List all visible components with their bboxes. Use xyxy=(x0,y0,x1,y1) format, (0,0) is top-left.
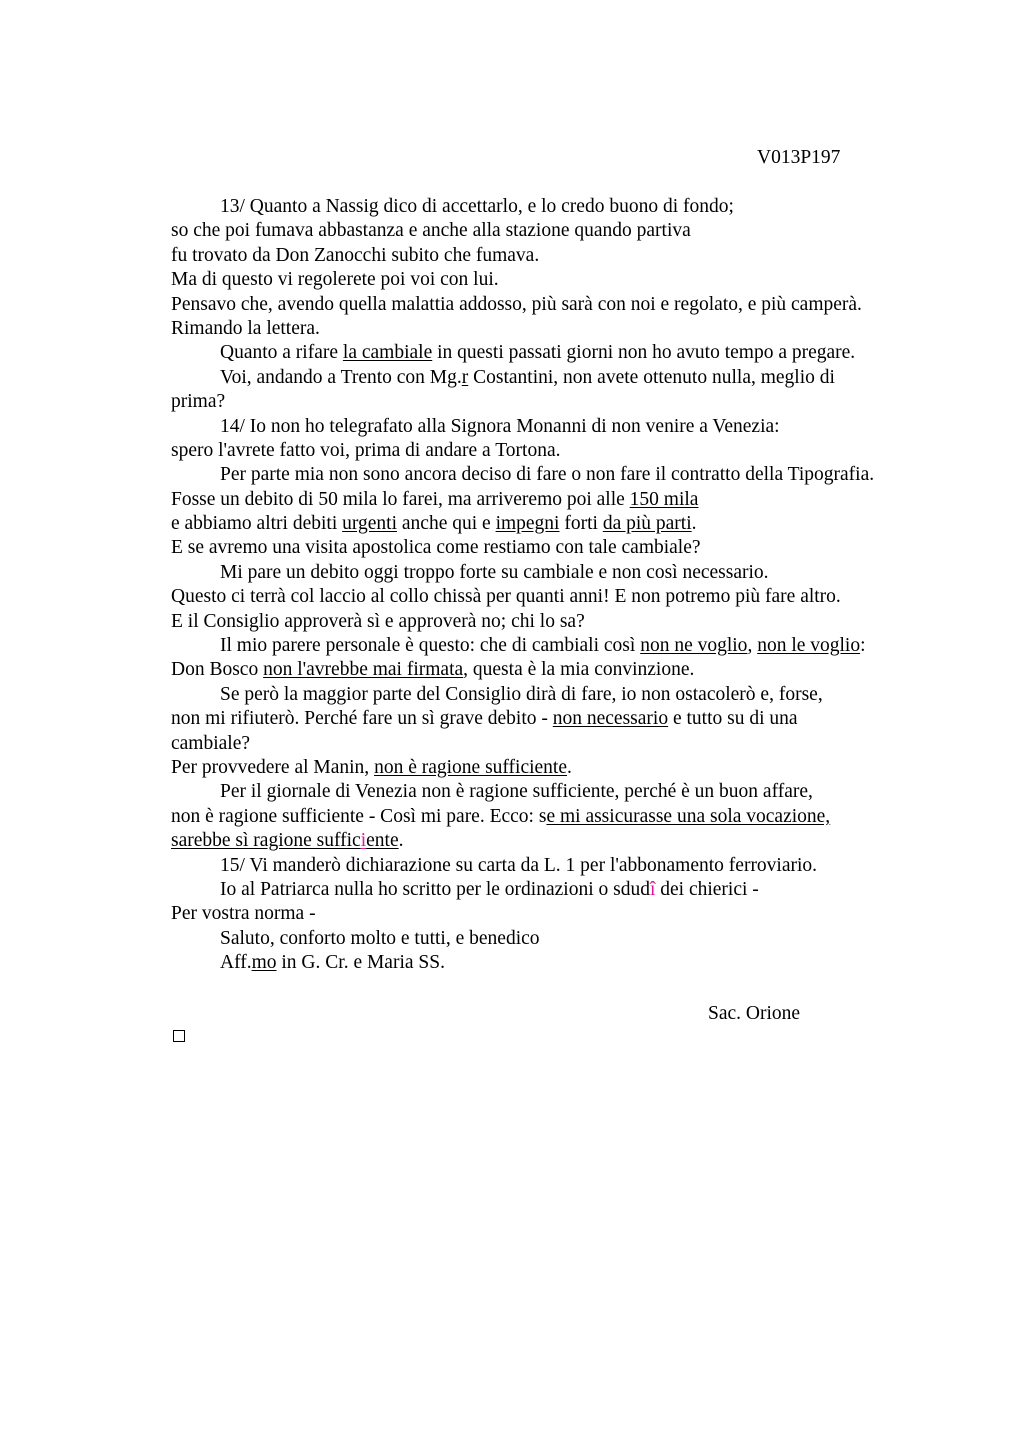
text-line xyxy=(171,317,931,341)
text-segment: E il Consiglio approverà sì e approverà no; chi lo sa? xyxy=(171,610,585,632)
text-segment: , xyxy=(747,635,758,657)
underlined-text: sarebbe sì ragione suffic xyxy=(171,830,361,852)
text-segment: Questo ci terrà col laccio al collo chissà per quanti anni! E non potremo più fare altro. xyxy=(171,586,841,608)
underlined-text: mo xyxy=(251,952,277,974)
text-segment: Per parte mia non sono ancora deciso di fare o non fare il contratto della Tipografia. xyxy=(220,464,875,486)
text-line xyxy=(171,927,931,951)
underlined-text: da più parti xyxy=(602,513,692,535)
text-segment: forti xyxy=(559,513,603,535)
text-segment: dei chierici - xyxy=(655,878,759,900)
text-line xyxy=(171,536,931,560)
text-line xyxy=(171,902,931,926)
text-line xyxy=(171,707,931,731)
text-segment: in G. Cr. e Maria SS. xyxy=(276,952,445,974)
text-line xyxy=(171,415,931,439)
text-segment: Saluto, conforto molto e tutti, e benedico xyxy=(220,927,540,949)
underlined-text: ente xyxy=(366,830,399,852)
underlined-text: la cambiale xyxy=(342,342,433,364)
text-segment: 14/ Io non ho telegrafato alla Signora Monanni di non venire a Venezia: xyxy=(220,415,780,437)
text-segment: Costantini, non avete ottenuto nulla, meglio di xyxy=(468,366,835,388)
text-segment: Per vostra norma - xyxy=(171,903,316,925)
underlined-text: r xyxy=(461,366,469,388)
underlined-text: non l'avrebbe mai firmata xyxy=(263,659,464,681)
text-segment: 15/ Vi manderò dichiarazione su carta da L. 1 per l'abbonamento ferroviario. xyxy=(220,854,818,876)
text-line xyxy=(171,488,931,512)
text-line xyxy=(171,244,931,268)
text-segment: : xyxy=(860,635,866,657)
text-segment: Rimando la lettera. xyxy=(171,317,320,339)
text-segment: spero l'avrete fatto voi, prima di andare a Tortona. xyxy=(171,439,561,461)
text-line xyxy=(171,561,931,585)
underlined-text: e mi assicurasse una sola vocazione, xyxy=(546,805,831,827)
text-line xyxy=(171,854,931,878)
text-segment: non mi rifiuterò. Perché fare un sì grave debito - xyxy=(171,708,553,730)
text-segment: so che poi fumava abbastanza e anche alla stazione quando partiva xyxy=(171,220,691,242)
text-line xyxy=(171,463,931,487)
text-segment: Per il giornale di Venezia non è ragione sufficiente, perché è un buon affare, xyxy=(220,781,813,803)
text-segment: . xyxy=(691,513,697,535)
text-line xyxy=(171,439,931,463)
text-segment: 13/ Quanto a Nassig dico di accettarlo, e lo credo buono di fondo; xyxy=(220,196,734,217)
text-segment: in questi passati giorni non ho avuto tempo a pregare. xyxy=(432,342,856,364)
text-segment: Don Bosco xyxy=(171,659,264,681)
text-line xyxy=(171,268,931,292)
text-segment: , questa è la mia convinzione. xyxy=(463,659,695,681)
text-segment: Il mio parere personale è questo: che di cambiali così xyxy=(220,635,641,657)
underlined-text: non ne voglio xyxy=(640,635,748,657)
text-segment: e abbiamo altri debiti xyxy=(171,513,343,535)
text-line xyxy=(171,829,931,853)
text-line xyxy=(171,195,931,219)
text-line xyxy=(171,756,931,780)
letter-body xyxy=(171,195,931,976)
underlined-text: non è ragione sufficiente xyxy=(374,756,568,778)
underlined-text: urgenti xyxy=(342,513,398,535)
end-marker-box xyxy=(173,1030,185,1042)
text-segment: Aff. xyxy=(220,952,252,974)
text-line xyxy=(171,610,931,634)
text-segment: anche qui e xyxy=(397,513,496,535)
text-line xyxy=(171,341,931,365)
text-segment: Per provvedere al Manin, xyxy=(171,756,375,778)
text-line xyxy=(171,878,931,902)
text-line xyxy=(171,219,931,243)
text-line xyxy=(171,634,931,658)
underlined-text: 150 mila xyxy=(629,488,699,510)
text-segment: E se avremo una visita apostolica come restiamo con tale cambiale? xyxy=(171,537,701,559)
page-id: V013P197 xyxy=(757,147,841,168)
text-line xyxy=(171,390,931,414)
text-line xyxy=(171,585,931,609)
text-segment: . xyxy=(567,756,572,778)
signature: Sac. Orione xyxy=(708,1003,801,1024)
text-segment: Fosse un debito di 50 mila lo farei, ma arriveremo poi alle xyxy=(171,488,630,510)
text-segment: Se però la maggior parte del Consiglio dirà di fare, io non ostacolerò e, forse, xyxy=(220,683,823,705)
text-segment: Pensavo che, avendo quella malattia addosso, più sarà con noi e regolato, e più camperà. xyxy=(171,293,862,315)
text-line xyxy=(171,951,931,975)
text-segment: Io al Patriarca nulla ho scritto per le ordinazioni o sdud xyxy=(220,878,650,900)
text-segment: Voi, andando a Trento con Mg. xyxy=(220,366,462,388)
underlined-text: non necessario xyxy=(552,708,669,730)
text-segment: . xyxy=(398,830,404,852)
text-line xyxy=(171,512,931,536)
text-segment: fu trovato da Don Zanocchi subito che fumava. xyxy=(171,244,540,266)
text-segment: cambiale? xyxy=(171,732,251,754)
text-line xyxy=(171,366,931,390)
text-segment: prima? xyxy=(171,391,226,413)
text-segment: Ma di questo vi regolerete poi voi con lui. xyxy=(171,269,499,291)
text-segment: non è ragione sufficiente - Così mi pare. Ecco: s xyxy=(171,805,547,827)
text-segment: e tutto su di una xyxy=(668,708,798,730)
underlined-text: impegni xyxy=(495,513,560,535)
text-segment: Quanto a rifare xyxy=(220,342,343,364)
underlined-text: non le voglio xyxy=(757,635,861,657)
text-line xyxy=(171,780,931,804)
text-line xyxy=(171,683,931,707)
text-line xyxy=(171,805,931,829)
text-line xyxy=(171,293,931,317)
text-line xyxy=(171,732,931,756)
text-line xyxy=(171,658,931,682)
text-segment: î xyxy=(649,878,656,900)
underlined-text: i xyxy=(360,830,367,852)
text-segment: Mi pare un debito oggi troppo forte su cambiale e non così necessario. xyxy=(220,561,769,583)
